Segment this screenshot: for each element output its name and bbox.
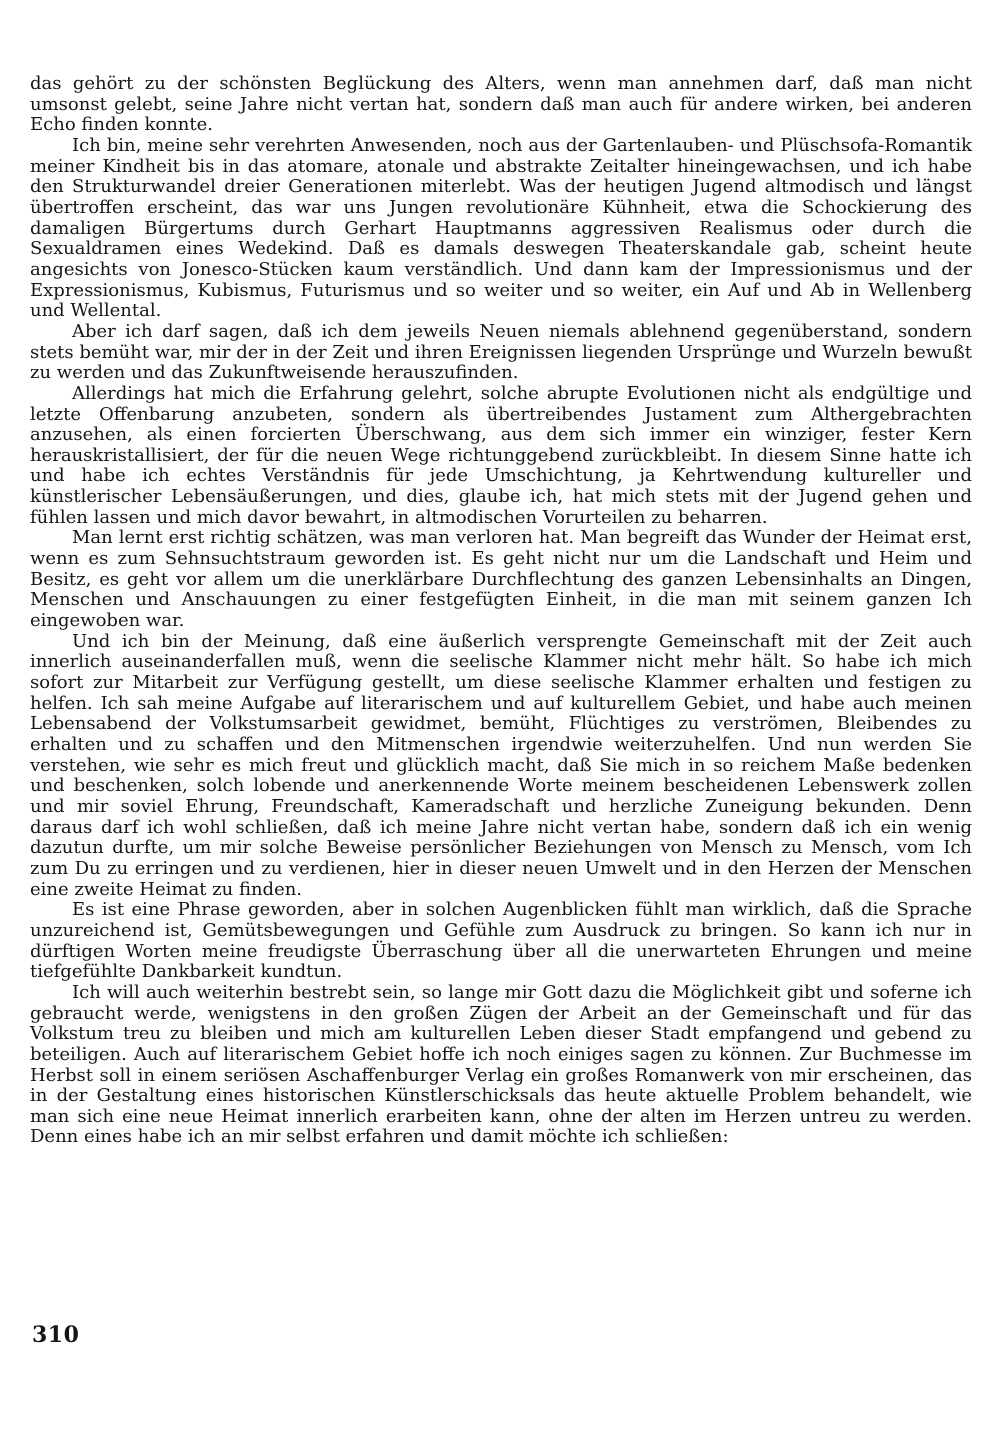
paragraph-8: Ich will auch weiterhin bestrebt sein, so lange mir Gott dazu die Möglichkeit gibt und soferne ich gebraucht werde, wenigstens in den großen Zügen der Arbeit an der Gemeinschaft und für das Volkstum treu zu bleiben und mich am kulturellen Leben dieser Stadt empfangend und gebend zu beteiligen. Auch auf literarischem Gebiet hoffe ich noch einiges sagen zu können. Zur Buchmesse im Herbst soll in einem seriösen Aschaffenburger Verlag ein großes Romanwerk von mir erscheinen, das in der Gestaltung eines historischen Künstlerschicksals das heute aktuelle Problem behandelt, wie man sich eine neue Heimat innerlich erarbeiten kann, ohne der alten im Herzen untreu zu werden. Denn eines habe ich an mir selbst erfahren und damit möchte ich schließen: xyxy=(30,981,972,1148)
paragraph-2: Ich bin, meine sehr verehrten Anwesenden, noch aus der Gartenlauben- und Plüschsofa-Romantik meiner Kindheit bis in das atomare, atonale und abstrakte Zeitalter hineingewachsen, und ich habe den Strukturwandel dreier Generationen miterlebt. Was der heutigen Jugend altmodisch und längst übertroffen erscheint, das war uns Jungen revolutionäre Kühnheit, etwa die Schockierung des damaligen Bürgertums durch Gerhart Hauptmanns aggressiven Realismus oder durch die Sexualdramen eines Wedekind. Daß es damals deswegen Theaterskandale gab, scheint heute angesichts von Jonesco-Stücken kaum verständlich. Und dann kam der Impressionismus und der Expressionismus, Kubismus, Futurismus und so weiter und so weiter, ein Auf und Ab in Wellenberg und Wellental. xyxy=(30,134,972,322)
page-number: 310 xyxy=(32,1322,80,1348)
paragraph-7: Es ist eine Phrase geworden, aber in solchen Augenblicken fühlt man wirklich, daß die Sprache unzureichend ist, Gemütsbewegungen und Gefühle zum Ausdruck zu bringen. So kann ich nur in dürftigen Worten meine freudigste Überraschung über all die unerwarteten Ehrungen und meine tiefgefühlte Dankbarkeit kundtun. xyxy=(30,899,972,983)
paragraph-3: Aber ich darf sagen, daß ich dem jeweils Neuen niemals ablehnend gegenüberstand, sondern stets bemüht war, mir der in der Zeit und ihren Ereignissen liegenden Ursprünge und Wurzeln bewußt zu werden und das Zukunftweisende herauszufinden. xyxy=(30,320,972,384)
paragraph-6: Und ich bin der Meinung, daß eine äußerlich versprengte Gemeinschaft mit der Zeit auch innerlich auseinanderfallen muß, wenn die seelische Klammer nicht mehr hält. So habe ich mich sofort zur Mitarbeit zur Verfügung gestellt, um diese seelische Klammer erhalten und festigen zu helfen. Ich sah meine Aufgabe auf literarischem und auf kulturellem Gebiet, und habe auch meinen Lebensabend der Volkstumsarbeit gewidmet, bemüht, Flüchtiges zu verströmen, Bleibendes zu erhalten und zu schaffen und den Mitmenschen irgendwie weiterzuhelfen. Und nun werden Sie verstehen, wie sehr es mich freut und glücklich macht, daß Sie mich in so reichem Maße bedenken und beschenken, solch lobende und anerkennende Worte meinem bescheidenen Lebenswerk zollen und mir soviel Ehrung, Freundschaft, Kameradschaft und herzliche Zuneigung bekunden. Denn daraus darf ich wohl schließen, daß ich meine Jahre nicht vertan habe, sondern daß ich ein wenig dazutun durfte, um mir solche Beweise persönlicher Beziehungen von Mensch zu Mensch, vom Ich zum Du zu erringen und zu verdienen, hier in dieser neuen Umwelt und in den Herzen der Menschen eine zweite Heimat zu finden. xyxy=(30,630,972,900)
paragraph-5: Man lernt erst richtig schätzen, was man verloren hat. Man begreift das Wunder der Heimat erst, wenn es zum Sehnsuchtstraum geworden ist. Es geht nicht nur um die Landschaft und Heim und Besitz, es geht vor allem um die unerklärbare Durchflechtung des ganzen Lebensinhalts an Dingen, Menschen und Anschauungen zu einer festgefügten Einheit, in die man mit seinem ganzen Ich eingewoben war. xyxy=(30,527,972,632)
document-page xyxy=(30,74,972,1148)
paragraph-4: Allerdings hat mich die Erfahrung gelehrt, solche abrupte Evolutionen nicht als endgültige und letzte Offenbarung anzubeten, sondern als übertreibendes Justament zum Althergebrachten anzusehen, als einen forcierten Überschwang, aus dem sich immer ein winziger, fester Kern herauskristallisiert, der für die neuen Wege richtunggebend zurückbleibt. In diesem Sinne hatte ich und habe ich echtes Verständnis für jede Umschichtung, ja Kehrtwendung kultureller und künstlerischer Lebensäußerungen, und dies, glaube ich, hat mich stets mit der Jugend gehen und fühlen lassen und mich davor bewahrt, in altmodischen Vorurteilen zu beharren. xyxy=(30,382,972,528)
paragraph-1: das gehört zu der schönsten Beglückung des Alters, wenn man annehmen darf, daß man nicht umsonst gelebt, seine Jahre nicht vertan hat, sondern daß man auch für andere wirken, bei anderen Echo finden konnte. xyxy=(30,73,972,136)
